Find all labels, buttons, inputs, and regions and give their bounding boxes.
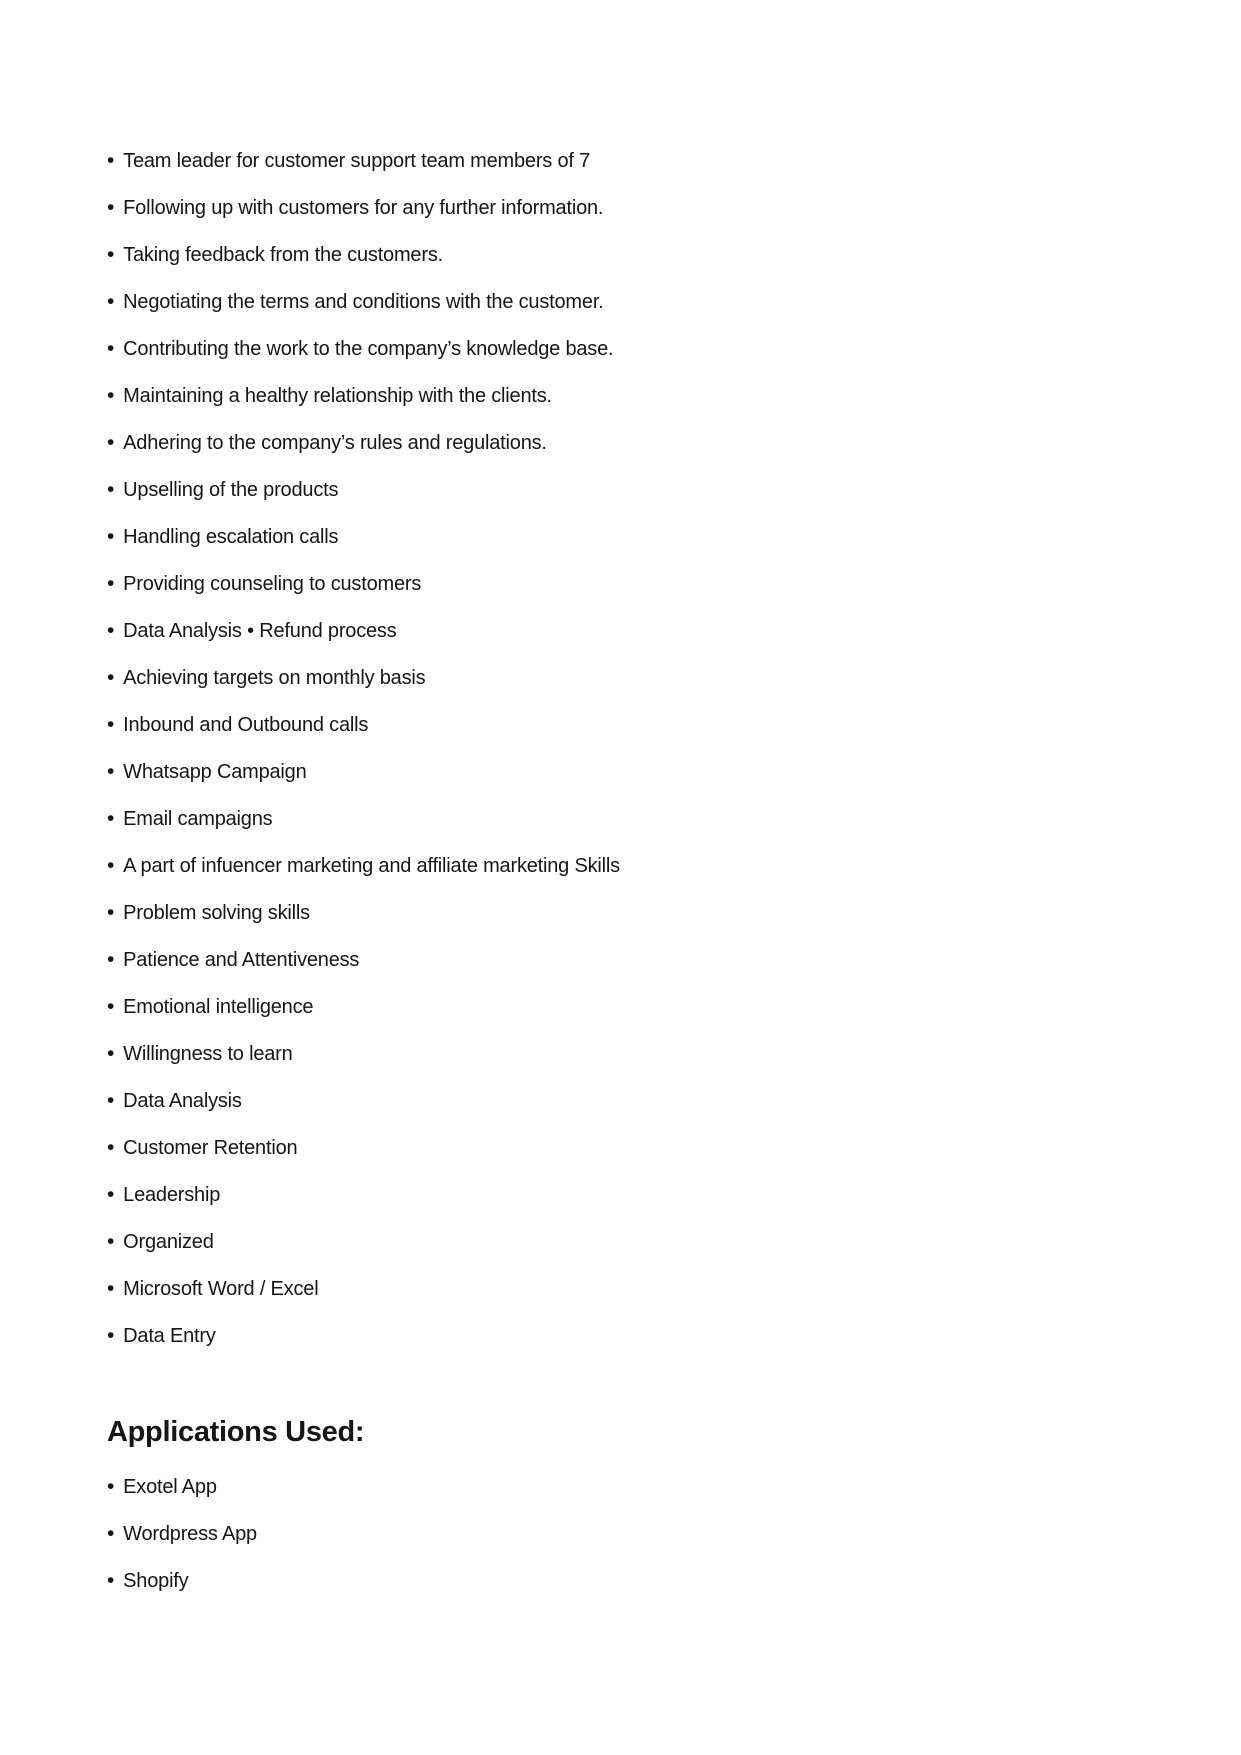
list-item: • Microsoft Word / Excel [107,1265,1181,1312]
list-item: • Handling escalation calls [107,513,1181,560]
list-item: • Data Entry [107,1312,1181,1359]
list-item: • Maintaining a healthy relationship with the clients. [107,372,1181,419]
list-item: • A part of infuencer marketing and affiliate marketing Skills [107,842,1181,889]
list-item: • Taking feedback from the customers. [107,231,1181,278]
list-item: • Whatsapp Campaign [107,748,1181,795]
list-item: • Inbound and Outbound calls [107,701,1181,748]
list-item: • Data Analysis [107,1077,1181,1124]
list-item: • Negotiating the terms and conditions with the customer. [107,278,1181,325]
list-item: • Customer Retention [107,1124,1181,1171]
list-item: • Email campaigns [107,795,1181,842]
list-item: • Exotel App [107,1463,1181,1510]
list-item: • Adhering to the company’s rules and regulations. [107,419,1181,466]
list-item: • Emotional intelligence [107,983,1181,1030]
list-item: • Wordpress App [107,1510,1181,1557]
list-item: • Shopify [107,1557,1181,1604]
list-item: • Leadership [107,1171,1181,1218]
list-item: • Following up with customers for any further information. [107,184,1181,231]
list-item: • Team leader for customer support team members of 7 [107,137,1181,184]
list-item: • Organized [107,1218,1181,1265]
list-item: • Problem solving skills [107,889,1181,936]
list-item: • Data Analysis • Refund process [107,607,1181,654]
list-item: • Upselling of the products [107,466,1181,513]
applications-used-heading: Applications Used: [107,1416,365,1448]
responsibilities-list [107,137,1181,1359]
list-item: • Patience and Attentiveness [107,936,1181,983]
applications-list [107,1463,1181,1604]
list-item: • Willingness to learn [107,1030,1181,1077]
list-item: • Achieving targets on monthly basis [107,654,1181,701]
list-item: • Providing counseling to customers [107,560,1181,607]
list-item: • Contributing the work to the company’s knowledge base. [107,325,1181,372]
